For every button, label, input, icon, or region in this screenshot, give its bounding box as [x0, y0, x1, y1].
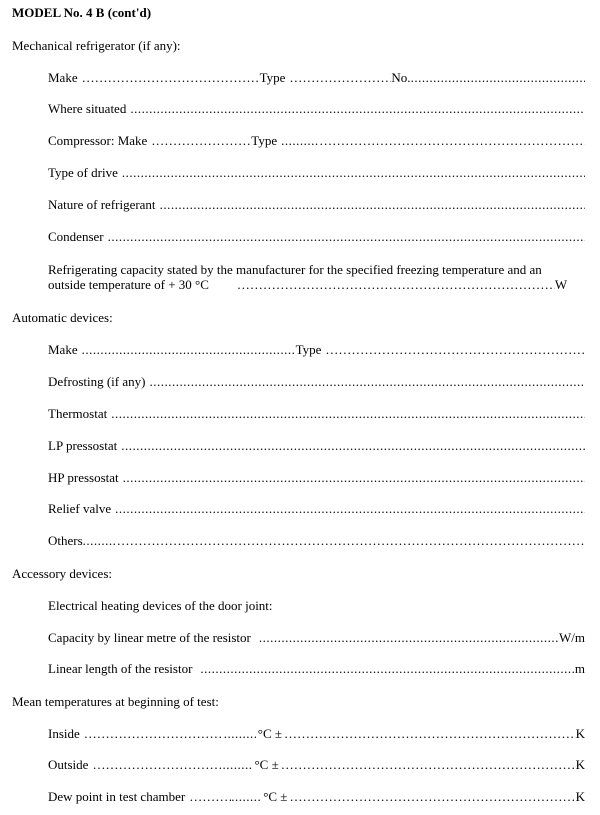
inside-temp-field[interactable] — [84, 726, 224, 742]
capacity-text-2: outside temperature of + 30 °C — [48, 277, 209, 292]
relief-label: Relief valve — [48, 501, 112, 516]
resistor-capacity-unit: W/m — [559, 630, 585, 645]
mech-heading: Mechanical refrigerator (if any): — [12, 38, 181, 53]
condenser-field[interactable] — [108, 229, 585, 245]
dew-row — [48, 789, 585, 805]
outside-tolerance-field[interactable] — [281, 757, 576, 773]
resistor-capacity-field[interactable] — [259, 630, 559, 646]
inside-row — [48, 726, 585, 742]
defrost-field[interactable] — [149, 374, 585, 390]
thermostat-row — [48, 406, 585, 422]
dew-label: Dew point in test chamber — [48, 789, 186, 804]
auto-type-field[interactable] — [325, 342, 585, 358]
mech-type-label: Type — [259, 70, 286, 85]
temps-heading: Mean temperatures at beginning of test: — [12, 694, 219, 709]
dew-tolerance-field[interactable] — [289, 789, 575, 805]
compressor-type-dots[interactable] — [281, 133, 319, 149]
capacity-paragraph — [48, 262, 585, 292]
outside-deg: °C ± — [254, 757, 279, 772]
outside-label: Outside — [48, 757, 89, 772]
drive-label: Type of drive — [48, 165, 118, 180]
thermostat-field[interactable] — [111, 406, 585, 422]
compressor-type-field[interactable] — [319, 133, 585, 149]
hp-row — [48, 470, 585, 486]
compressor-type-label: Type — [251, 133, 278, 148]
where-field[interactable] — [130, 101, 585, 117]
auto-heading: Automatic devices: — [12, 310, 113, 325]
resistor-length-field[interactable] — [200, 661, 574, 677]
refrigerant-row — [48, 197, 585, 213]
mech-make-label: Make — [48, 70, 78, 85]
others-row — [48, 533, 585, 549]
auto-make-field[interactable] — [82, 342, 296, 358]
outside-temp-dots[interactable] — [222, 757, 252, 773]
outside-unit: K — [575, 757, 585, 772]
inside-tolerance-field[interactable] — [284, 726, 576, 742]
auto-type-label: Type — [295, 342, 322, 357]
capacity-text: Refrigerating capacity stated by the manufacturer for the specified freezing temperature and an — [48, 262, 542, 277]
inside-label: Inside — [48, 726, 80, 741]
refrigerant-field[interactable] — [160, 197, 585, 213]
outside-row — [48, 757, 585, 773]
capacity-field[interactable] — [237, 277, 555, 292]
inside-deg: °C ± — [257, 726, 283, 741]
page-title: MODEL No. 4 B (cont'd) — [12, 5, 152, 20]
heating-row — [48, 598, 585, 614]
condenser-row — [48, 229, 585, 245]
where-row — [48, 101, 585, 117]
relief-row — [48, 501, 585, 517]
compressor-make-field[interactable] — [151, 133, 251, 149]
outside-temp-field[interactable] — [92, 757, 222, 773]
defrost-label: Defrosting (if any) — [48, 374, 146, 389]
resistor-length-row — [48, 661, 585, 677]
condenser-label: Condenser — [48, 229, 104, 244]
resistor-length-label: Linear length of the resistor — [48, 661, 193, 676]
mech-type-field[interactable] — [285, 70, 391, 86]
others-dots[interactable] — [83, 533, 117, 549]
drive-row — [48, 165, 585, 181]
lp-label: LP pressostat — [48, 438, 118, 453]
heating-label: Electrical heating devices of the door joint: — [48, 598, 273, 613]
refrigerant-label: Nature of refrigerant — [48, 197, 156, 212]
mech-no-field[interactable] — [411, 70, 585, 86]
capacity-unit: W — [554, 277, 568, 292]
resistor-capacity-label: Capacity by linear metre of the resistor — [48, 630, 251, 645]
auto-make-label: Make — [48, 342, 78, 357]
accessory-heading: Accessory devices: — [12, 566, 112, 581]
inside-unit: K — [575, 726, 585, 741]
relief-field[interactable] — [115, 501, 585, 517]
others-field[interactable] — [117, 533, 585, 549]
compressor-row — [48, 133, 585, 149]
drive-field[interactable] — [122, 165, 585, 181]
inside-temp-dots[interactable] — [224, 726, 256, 742]
mech-make-field[interactable] — [82, 70, 260, 86]
resistor-length-unit: m — [574, 661, 585, 676]
dew-deg: °C ± — [263, 789, 288, 804]
dew-temp-field[interactable] — [189, 789, 231, 805]
dew-unit: K — [575, 789, 585, 804]
resistor-capacity-row — [48, 630, 585, 646]
auto-make-row — [48, 342, 585, 358]
lp-row — [48, 438, 585, 454]
thermostat-label: Thermostat — [48, 406, 108, 421]
lp-field[interactable] — [121, 438, 585, 454]
hp-field[interactable] — [123, 470, 585, 486]
dew-temp-dots[interactable] — [231, 789, 261, 805]
others-label: Others — [48, 533, 83, 548]
compressor-make-label: Compressor: Make — [48, 133, 148, 148]
hp-label: HP pressostat — [48, 470, 119, 485]
defrost-row — [48, 374, 585, 390]
mech-make-row — [48, 70, 585, 86]
mech-no-label: No. — [391, 70, 411, 85]
where-label: Where situated — [48, 101, 127, 116]
